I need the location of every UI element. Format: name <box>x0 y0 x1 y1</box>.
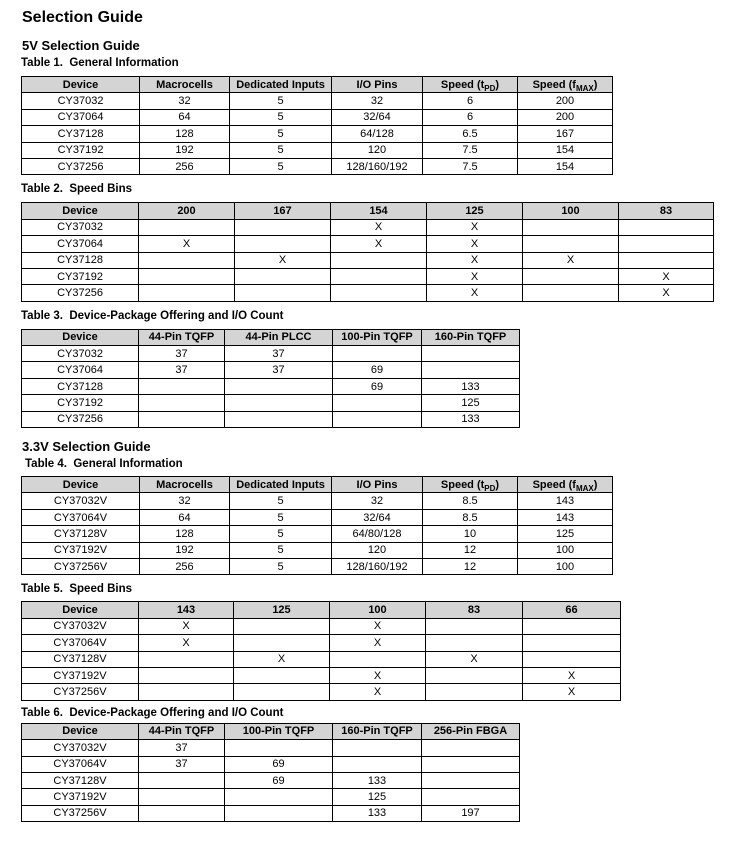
value-cell: X <box>427 268 523 284</box>
value-cell <box>422 789 520 805</box>
table-row <box>22 772 520 788</box>
value-cell <box>139 268 235 284</box>
value-cell: 6 <box>423 93 518 109</box>
value-cell <box>523 651 621 667</box>
column-header: Device <box>22 602 139 618</box>
value-cell: 125 <box>333 789 422 805</box>
table-6-caption: Table 6. Device-Package Offering and I/O Count <box>21 706 284 719</box>
value-cell <box>331 252 427 268</box>
header-row <box>22 602 621 618</box>
value-cell: X <box>234 651 330 667</box>
value-cell: 125 <box>518 526 613 542</box>
device-cell: CY37032 <box>22 346 139 362</box>
column-header: Speed $(t_{PD})$ <box>423 477 518 493</box>
table-row <box>22 789 520 805</box>
column-header: 160-Pin TQFP <box>333 723 422 739</box>
value-cell: 64 <box>140 509 230 525</box>
value-cell <box>523 236 619 252</box>
value-cell <box>139 789 225 805</box>
value-cell: 69 <box>225 756 333 772</box>
value-cell <box>235 285 331 301</box>
device-cell: CY37064 <box>22 109 140 125</box>
value-cell: 69 <box>333 378 422 394</box>
value-cell <box>139 411 225 427</box>
value-cell <box>234 635 330 651</box>
value-cell: X <box>427 252 523 268</box>
table-row <box>22 219 714 235</box>
value-cell: 133 <box>422 411 520 427</box>
device-cell: CY37256 <box>22 411 139 427</box>
value-cell <box>333 395 422 411</box>
table-general-information-3v3 <box>21 476 613 575</box>
column-header: 100-Pin TQFP <box>225 723 333 739</box>
column-header: 125 <box>234 602 330 618</box>
device-cell: CY37256V <box>22 805 139 821</box>
value-cell <box>139 651 234 667</box>
value-cell: 128/160/192 <box>332 558 423 574</box>
device-cell: CY37128V <box>22 772 139 788</box>
table-row <box>22 158 613 174</box>
value-cell: X <box>619 268 714 284</box>
value-cell: 192 <box>140 142 230 158</box>
header-row <box>22 723 520 739</box>
page-title: Selection Guide <box>22 9 143 26</box>
value-cell: 64/128 <box>332 126 423 142</box>
column-header: 167 <box>235 203 331 219</box>
value-cell <box>523 219 619 235</box>
device-cell: CY37032 <box>22 93 140 109</box>
device-cell: CY37064V <box>22 635 139 651</box>
value-cell <box>139 667 234 683</box>
value-cell <box>331 268 427 284</box>
value-cell: 256 <box>140 558 230 574</box>
table-row <box>22 526 613 542</box>
device-cell: CY37256V <box>22 558 140 574</box>
value-cell <box>523 285 619 301</box>
column-header: 160-Pin TQFP <box>422 329 520 345</box>
value-cell <box>139 684 234 700</box>
device-cell: CY37064 <box>22 362 139 378</box>
value-cell <box>523 635 621 651</box>
value-cell: 100 <box>518 558 613 574</box>
value-cell: 5 <box>230 126 332 142</box>
value-cell: X <box>523 667 621 683</box>
value-cell <box>235 219 331 235</box>
value-cell <box>422 772 520 788</box>
value-cell: 37 <box>225 346 333 362</box>
value-cell <box>333 756 422 772</box>
value-cell <box>523 618 621 634</box>
value-cell: 32 <box>140 93 230 109</box>
value-cell: X <box>331 219 427 235</box>
value-cell <box>139 378 225 394</box>
value-cell: 5 <box>230 526 332 542</box>
value-cell: 12 <box>423 542 518 558</box>
column-header: Dedicated Inputs <box>230 77 332 93</box>
device-cell: CY37128V <box>22 526 140 542</box>
column-header: Dedicated Inputs <box>230 477 332 493</box>
value-cell <box>139 772 225 788</box>
value-cell: X <box>330 618 426 634</box>
table-row <box>22 651 621 667</box>
value-cell: 143 <box>518 493 613 509</box>
value-cell <box>619 219 714 235</box>
value-cell: 69 <box>333 362 422 378</box>
column-header: 154 <box>331 203 427 219</box>
column-header: 83 <box>426 602 523 618</box>
value-cell <box>426 684 523 700</box>
value-cell: 128 <box>140 526 230 542</box>
column-header: 100 <box>330 602 426 618</box>
value-cell <box>225 395 333 411</box>
value-cell: 37 <box>139 362 225 378</box>
value-cell: 133 <box>333 772 422 788</box>
value-cell: 7.5 <box>423 158 518 174</box>
table-row <box>22 756 520 772</box>
value-cell <box>225 805 333 821</box>
value-cell: 69 <box>225 772 333 788</box>
value-cell: 200 <box>518 93 613 109</box>
table-row <box>22 493 613 509</box>
value-cell: 32 <box>332 93 423 109</box>
column-header: 125 <box>427 203 523 219</box>
value-cell: X <box>139 618 234 634</box>
value-cell: 32 <box>140 493 230 509</box>
device-cell: CY37064V <box>22 756 139 772</box>
value-cell <box>225 740 333 756</box>
value-cell <box>331 285 427 301</box>
value-cell: 12 <box>423 558 518 574</box>
table-row <box>22 346 520 362</box>
value-cell: 120 <box>332 142 423 158</box>
value-cell <box>619 252 714 268</box>
value-cell: X <box>330 635 426 651</box>
value-cell <box>225 411 333 427</box>
column-header: Macrocells <box>140 77 230 93</box>
device-cell: CY37256 <box>22 158 140 174</box>
device-cell: CY37192V <box>22 667 139 683</box>
value-cell: X <box>619 285 714 301</box>
value-cell: 133 <box>422 378 520 394</box>
table-row <box>22 285 714 301</box>
value-cell: X <box>330 667 426 683</box>
column-header: Device <box>22 329 139 345</box>
value-cell: X <box>427 285 523 301</box>
device-cell: CY37256 <box>22 285 139 301</box>
column-header: Device <box>22 723 139 739</box>
value-cell: X <box>331 236 427 252</box>
device-cell: CY37128 <box>22 252 139 268</box>
device-cell: CY37128 <box>22 126 140 142</box>
column-header: Speed $(f_{MAX})$ <box>518 477 613 493</box>
column-header: 44-Pin TQFP <box>139 723 225 739</box>
section-heading-5v: 5V Selection Guide <box>22 38 140 53</box>
value-cell: 256 <box>140 158 230 174</box>
column-header: 44-Pin PLCC <box>225 329 333 345</box>
table-row <box>22 252 714 268</box>
header-row <box>22 477 613 493</box>
value-cell: 5 <box>230 509 332 525</box>
value-cell: 64 <box>140 109 230 125</box>
value-cell: 37 <box>139 346 225 362</box>
device-cell: CY37128 <box>22 378 139 394</box>
column-header: Speed $(t_{PD})$ <box>423 77 518 93</box>
table-1-caption: Table 1. General Information <box>21 57 179 69</box>
device-cell: CY37032V <box>22 740 139 756</box>
table-row <box>22 378 520 394</box>
value-cell <box>225 378 333 394</box>
value-cell <box>234 618 330 634</box>
value-cell: 32/64 <box>332 509 423 525</box>
device-cell: CY37192V <box>22 542 140 558</box>
table-speed-bins-3v3 <box>21 601 621 700</box>
table-package-offering-3v3 <box>21 723 520 822</box>
table-row <box>22 109 613 125</box>
table-row <box>22 684 621 700</box>
value-cell: 8.5 <box>423 509 518 525</box>
value-cell <box>426 667 523 683</box>
value-cell: X <box>427 236 523 252</box>
value-cell: 197 <box>422 805 520 821</box>
column-header: 83 <box>619 203 714 219</box>
table-5-caption: Table 5. Speed Bins <box>21 583 132 596</box>
section-3v3 <box>21 440 713 822</box>
header-row <box>22 77 613 93</box>
value-cell: 37 <box>225 362 333 378</box>
device-cell: CY37256V <box>22 684 139 700</box>
table-row <box>22 268 714 284</box>
value-cell: 120 <box>332 542 423 558</box>
table-row <box>22 126 613 142</box>
column-header: 100 <box>523 203 619 219</box>
value-cell: 6 <box>423 109 518 125</box>
device-cell: CY37192 <box>22 142 140 158</box>
header-row <box>22 203 714 219</box>
value-cell <box>139 252 235 268</box>
column-header: Speed $(f_{MAX})$ <box>518 77 613 93</box>
device-cell: CY37032V <box>22 493 140 509</box>
value-cell: X <box>523 684 621 700</box>
value-cell: X <box>235 252 331 268</box>
value-cell <box>234 667 330 683</box>
value-cell: 10 <box>423 526 518 542</box>
column-header: 143 <box>139 602 234 618</box>
table-row <box>22 740 520 756</box>
value-cell <box>422 362 520 378</box>
table-row <box>22 362 520 378</box>
column-header: Device <box>22 203 139 219</box>
table-row <box>22 411 520 427</box>
table-3-caption: Table 3. Device-Package Offering and I/O Count <box>21 309 284 322</box>
column-header: 200 <box>139 203 235 219</box>
value-cell: 154 <box>518 158 613 174</box>
table-row <box>22 142 613 158</box>
device-cell: CY37032V <box>22 618 139 634</box>
value-cell: 37 <box>139 756 225 772</box>
value-cell <box>422 756 520 772</box>
value-cell <box>235 236 331 252</box>
column-header: Device <box>22 77 140 93</box>
value-cell <box>426 618 523 634</box>
value-cell: X <box>427 219 523 235</box>
value-cell: 64/80/128 <box>332 526 423 542</box>
value-cell: 133 <box>333 805 422 821</box>
value-cell: X <box>330 684 426 700</box>
value-cell <box>139 285 235 301</box>
value-cell: X <box>139 635 234 651</box>
device-cell: CY37064V <box>22 509 140 525</box>
device-cell: CY37192V <box>22 789 139 805</box>
device-cell: CY37192 <box>22 268 139 284</box>
value-cell <box>330 651 426 667</box>
table-4-caption: Table 4. General Information <box>25 458 183 471</box>
value-cell: X <box>426 651 523 667</box>
value-cell: 32 <box>332 493 423 509</box>
table-row <box>22 509 613 525</box>
value-cell: 7.5 <box>423 142 518 158</box>
column-header: Macrocells <box>140 477 230 493</box>
section-heading-3v3: 3.3V Selection Guide <box>22 439 151 455</box>
value-cell: 5 <box>230 142 332 158</box>
value-cell <box>139 805 225 821</box>
value-cell <box>139 219 235 235</box>
column-header: 44-Pin TQFP <box>139 329 225 345</box>
value-cell: 154 <box>518 142 613 158</box>
value-cell: 100 <box>518 542 613 558</box>
value-cell: 5 <box>230 558 332 574</box>
value-cell <box>235 268 331 284</box>
table-row <box>22 236 714 252</box>
value-cell: 37 <box>139 740 225 756</box>
value-cell: 143 <box>518 509 613 525</box>
value-cell: 200 <box>518 109 613 125</box>
value-cell: X <box>139 236 235 252</box>
value-cell <box>523 268 619 284</box>
value-cell: 125 <box>422 395 520 411</box>
value-cell <box>139 395 225 411</box>
value-cell <box>619 236 714 252</box>
value-cell: 128/160/192 <box>332 158 423 174</box>
section-5v <box>21 39 713 428</box>
table-row <box>22 635 621 651</box>
table-row <box>22 805 520 821</box>
value-cell: 167 <box>518 126 613 142</box>
value-cell <box>225 789 333 805</box>
value-cell: X <box>523 252 619 268</box>
value-cell: 5 <box>230 542 332 558</box>
column-header: 100-Pin TQFP <box>333 329 422 345</box>
value-cell: 192 <box>140 542 230 558</box>
value-cell <box>333 411 422 427</box>
table-row <box>22 542 613 558</box>
device-cell: CY37032 <box>22 219 139 235</box>
table-row <box>22 667 621 683</box>
value-cell: 32/64 <box>332 109 423 125</box>
value-cell <box>333 346 422 362</box>
table-speed-bins-5v <box>21 202 714 301</box>
value-cell <box>333 740 422 756</box>
value-cell: 5 <box>230 158 332 174</box>
column-header: I/O Pins <box>332 477 423 493</box>
table-row <box>22 395 520 411</box>
table-row <box>22 93 613 109</box>
device-cell: CY37064 <box>22 236 139 252</box>
device-cell: CY37128V <box>22 651 139 667</box>
header-row <box>22 329 520 345</box>
column-header: 66 <box>523 602 621 618</box>
value-cell <box>422 740 520 756</box>
device-cell: CY37192 <box>22 395 139 411</box>
table-row <box>22 618 621 634</box>
value-cell: 128 <box>140 126 230 142</box>
value-cell: 8.5 <box>423 493 518 509</box>
value-cell <box>234 684 330 700</box>
table-2-caption: Table 2. Speed Bins <box>21 183 132 196</box>
table-general-information-5v <box>21 76 613 175</box>
table-row <box>22 558 613 574</box>
column-header: 256-Pin FBGA <box>422 723 520 739</box>
value-cell: 5 <box>230 109 332 125</box>
value-cell: 5 <box>230 493 332 509</box>
table-package-offering-5v <box>21 329 520 428</box>
value-cell: 5 <box>230 93 332 109</box>
column-header: I/O Pins <box>332 77 423 93</box>
value-cell <box>426 635 523 651</box>
column-header: Device <box>22 477 140 493</box>
value-cell: 6.5 <box>423 126 518 142</box>
value-cell <box>422 346 520 362</box>
